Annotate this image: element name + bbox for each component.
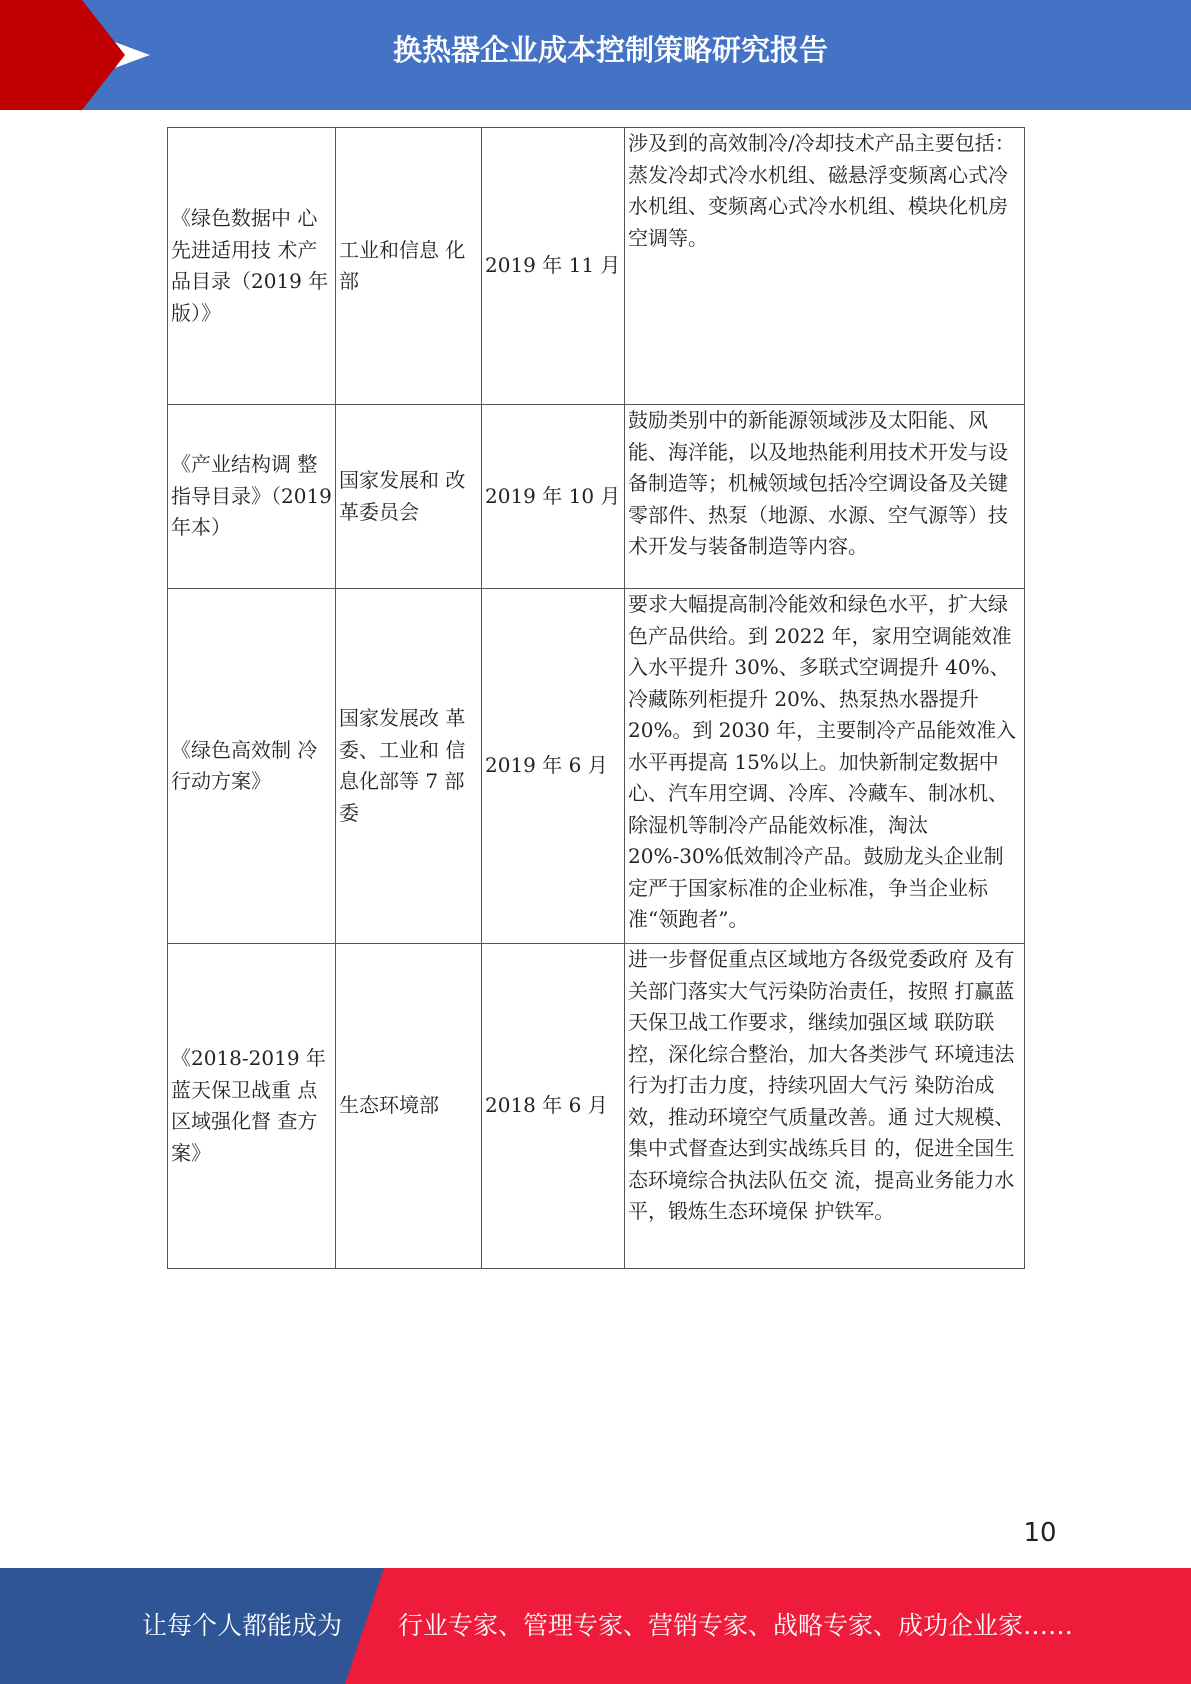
table-row — [168, 128, 1025, 405]
issuing-department-cell: 生态环境部 — [336, 944, 482, 1269]
table-row — [168, 589, 1025, 944]
issue-date-cell: 2018 年 6 月 — [482, 944, 625, 1269]
policy-table — [167, 127, 1025, 1269]
issue-date-cell: 2019 年 6 月 — [482, 589, 625, 944]
policy-description-cell: 进一步督促重点区域地方各级党委政府 及有关部门落实大气污染防治责任，按照 打赢蓝天保卫战工作要求，继续加强区域 联防联控，深化综合整治，加大各类涉气 环境违法行为打击力度，持续巩固大气污 染防治成效，推动环境空气质量改善。通 过大规模、集中式督查达到实战练兵目 的，促进全国生态环境综合执法队伍交 流，提高业务能力水平，锻炼生态环境保 护铁军。 — [625, 944, 1025, 1269]
footer-slogan-right: 行业专家、管理专家、营销专家、战略专家、成功企业家…… — [398, 1611, 1074, 1640]
footer-banner — [0, 1568, 1191, 1684]
policy-name-cell: 《产业结构调 整指导目录》（2019 年本） — [168, 405, 336, 589]
policy-name-cell: 《绿色数据中 心先进适用技 术产品目录（2019 年版）》 — [168, 128, 336, 405]
issuing-department-cell: 国家发展改 革委、工业和 信息化部等 7 部委 — [336, 589, 482, 944]
issue-date-cell: 2019 年 10 月 — [482, 405, 625, 589]
policy-name-cell: 《2018-2019 年蓝天保卫战重 点区域强化督 查方案》 — [168, 944, 336, 1269]
policy-name-cell: 《绿色高效制 冷行动方案》 — [168, 589, 336, 944]
issuing-department-cell: 工业和信息 化部 — [336, 128, 482, 405]
table-row — [168, 944, 1025, 1269]
issue-date-cell: 2019 年 11 月 — [482, 128, 625, 405]
page-number: 10 — [1023, 1518, 1057, 1548]
header-banner — [0, 0, 1191, 110]
footer-slogan-left: 让每个人都能成为 — [142, 1611, 343, 1640]
table-row — [168, 405, 1025, 589]
issuing-department-cell: 国家发展和 改革委员会 — [336, 405, 482, 589]
policy-description-cell: 要求大幅提高制冷能效和绿色水平，扩大绿色产品供给。到 2022 年，家用空调能效准入水平提升 30%、多联式空调提升 40%、冷藏陈列柜提升 20%、热泵热水器提升 20%。到 2030 年，主要制冷产品能效准入水平再提高 15%以上。加快新制定数据中心、汽车用空调、冷库、冷藏车、制冰机、除湿机等制冷产品能效标准，淘汰 20%-30%低效制冷产品。鼓励龙头企业制定严于国家标准的企业标准，争当企业标准“领跑者”。 — [625, 589, 1025, 944]
report-title: 换热器企业成本控制策略研究报告 — [392, 33, 828, 67]
policy-description-cell: 鼓励类别中的新能源领域涉及太阳能、风能、海洋能，以及地热能利用技术开发与设备制造等；机械领域包括冷空调设备及关键零部件、热泵（地源、水源、空气源等）技术开发与装备制造等内容。 — [625, 405, 1025, 589]
policy-description-cell: 涉及到的高效制冷/冷却技术产品主要包括：蒸发冷却式冷水机组、磁悬浮变频离心式冷水机组、变频离心式冷水机组、模块化机房空调等。 — [625, 128, 1025, 405]
